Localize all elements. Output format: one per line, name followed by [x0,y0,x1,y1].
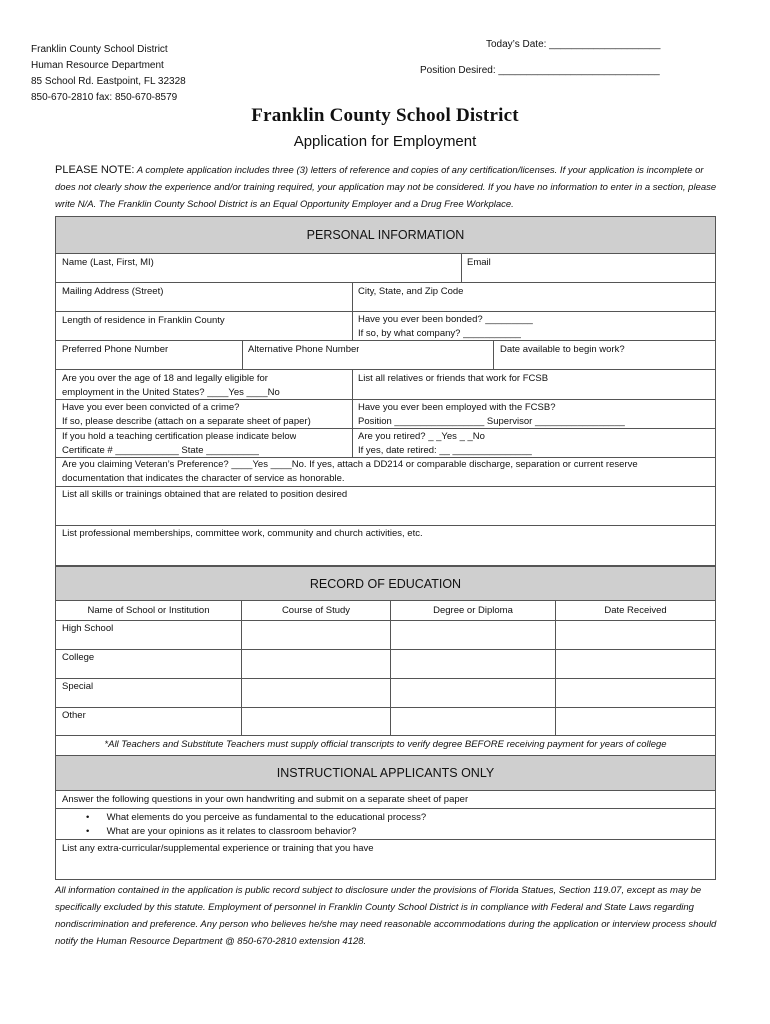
education-row-label: High School [62,623,114,634]
question-item [86,811,426,825]
relatives-field[interactable]: List all relatives or friends that work for FCSB [358,373,549,384]
column-header: Course of Study [281,605,351,616]
note-lead: PLEASE NOTE: [55,164,135,176]
column-header: Date Received [604,605,667,616]
alt-phone-field[interactable]: Alternative Phone Number [248,344,360,355]
veteran-preference-field[interactable]: Are you claiming Veteran’s Preference? ____Yes ____No. If yes, attach a DD214 or comparable discharge, separation or current reserve [62,459,638,470]
bullet-icon: • [86,826,90,837]
age-eligibility-answer[interactable]: employment in the United States? ____Yes ____No [62,387,280,398]
skills-field[interactable]: List all skills or trainings obtained that are related to position desired [62,489,348,500]
crime-describe-field[interactable]: If so, please describe (attach on a separate sheet of paper) [62,416,311,427]
org-line: 850-670-2810 fax: 850-670-8579 [31,92,178,103]
extracurricular-field[interactable]: List any extra-curricular/supplemental experience or training that you have [62,843,374,854]
public-record-notice: All information contained in the application is public record subject to disclosure under the provisions of Florida Statues, Section 119.07, except as may be specifically excluded by this statute. Employment of personnel in Franklin County School District is in compliance with Federal and State Laws regarding nondiscrimination and preference. Any person who believes he/she may need reasonable accommodations during the application or interview process should notify the Human Resource Department @ 850-670-2810 extension 4128. [55,885,717,947]
column-header: Degree or Diploma [433,605,513,616]
city-state-zip-field[interactable]: City, State, and Zip Code [358,286,464,297]
memberships-field[interactable]: List professional memberships, committee work, community and church activities, etc. [62,528,423,539]
org-line: 85 School Rd. Eastpoint, FL 32328 [31,76,186,87]
residence-length-field[interactable]: Length of residence in Franklin County [62,315,225,326]
email-field[interactable]: Email [467,257,491,268]
mailing-address-field[interactable]: Mailing Address (Street) [62,286,164,297]
org-line: Human Resource Department [31,60,164,71]
crime-question: Have you ever been convicted of a crime? [62,402,240,413]
instructional-heading: INSTRUCTIONAL APPLICANTS ONLY [56,756,715,790]
transcript-footnote: *All Teachers and Substitute Teachers must supply official transcripts to verify degree BEFORE receiving payment for years of college [104,739,667,750]
date-available-field[interactable]: Date available to begin work? [500,344,625,355]
column-header: Name of School or Institution [87,605,210,616]
question-item [86,825,356,839]
education-row-label: Other [62,710,86,721]
bonded-company-field[interactable]: If so, by what company? ___________ [358,328,522,339]
education-heading: RECORD OF EDUCATION [56,567,715,600]
district-address-block [31,42,186,106]
please-note [55,162,725,213]
veteran-note: documentation that indicates the character of service as honorable. [62,473,345,484]
age-eligibility-question: Are you over the age of 18 and legally eligible for [62,373,268,384]
position-supervisor-field[interactable]: Position _________________ Supervisor _________________ [358,416,625,427]
preferred-phone-field[interactable]: Preferred Phone Number [62,344,169,355]
fcsb-employment-question: Have you ever been employed with the FCSB? [358,402,556,413]
question-text: What are your opinions as it relates to classroom behavior? [106,826,357,837]
certificate-field[interactable]: Certificate # ____________ State __________ [62,445,260,456]
education-row-label: College [62,652,95,663]
todays-date-field[interactable]: Today’s Date: ____________________ [486,39,661,50]
question-text: What elements do you perceive as fundamental to the educational process? [106,812,427,823]
teaching-cert-question: If you hold a teaching certification please indicate below [62,431,297,442]
retired-field[interactable]: Are you retired? _ _Yes _ _No [358,431,485,442]
note-text: A complete application includes three (3) letters of reference and copies of any certification/licenses. If your application is incomplete or does not clearly show the experience and/or training required, your application may not be considered. If you have no information to enter in a section, please write N/A. The Franklin County School District is an Equal Opportunity Employer and a Drug Free Workplace. [55,165,717,210]
date-retired-field[interactable]: If yes, date retired: __ _______________ [358,445,532,456]
name-field[interactable]: Name (Last, First, MI) [62,257,154,268]
page-title: Franklin County School District [251,105,519,126]
bullet-icon: • [86,812,90,823]
position-desired-field[interactable]: Position Desired: _____________________________ [420,65,660,76]
org-line: Franklin County School District [31,44,168,55]
instructional-instruction: Answer the following questions in your own handwriting and submit on a separate sheet of paper [62,794,469,805]
page-subtitle: Application for Employment [293,133,477,150]
personal-info-heading: PERSONAL INFORMATION [56,217,715,253]
education-row-label: Special [62,681,94,692]
bonded-field[interactable]: Have you ever been bonded? _________ [358,314,533,325]
